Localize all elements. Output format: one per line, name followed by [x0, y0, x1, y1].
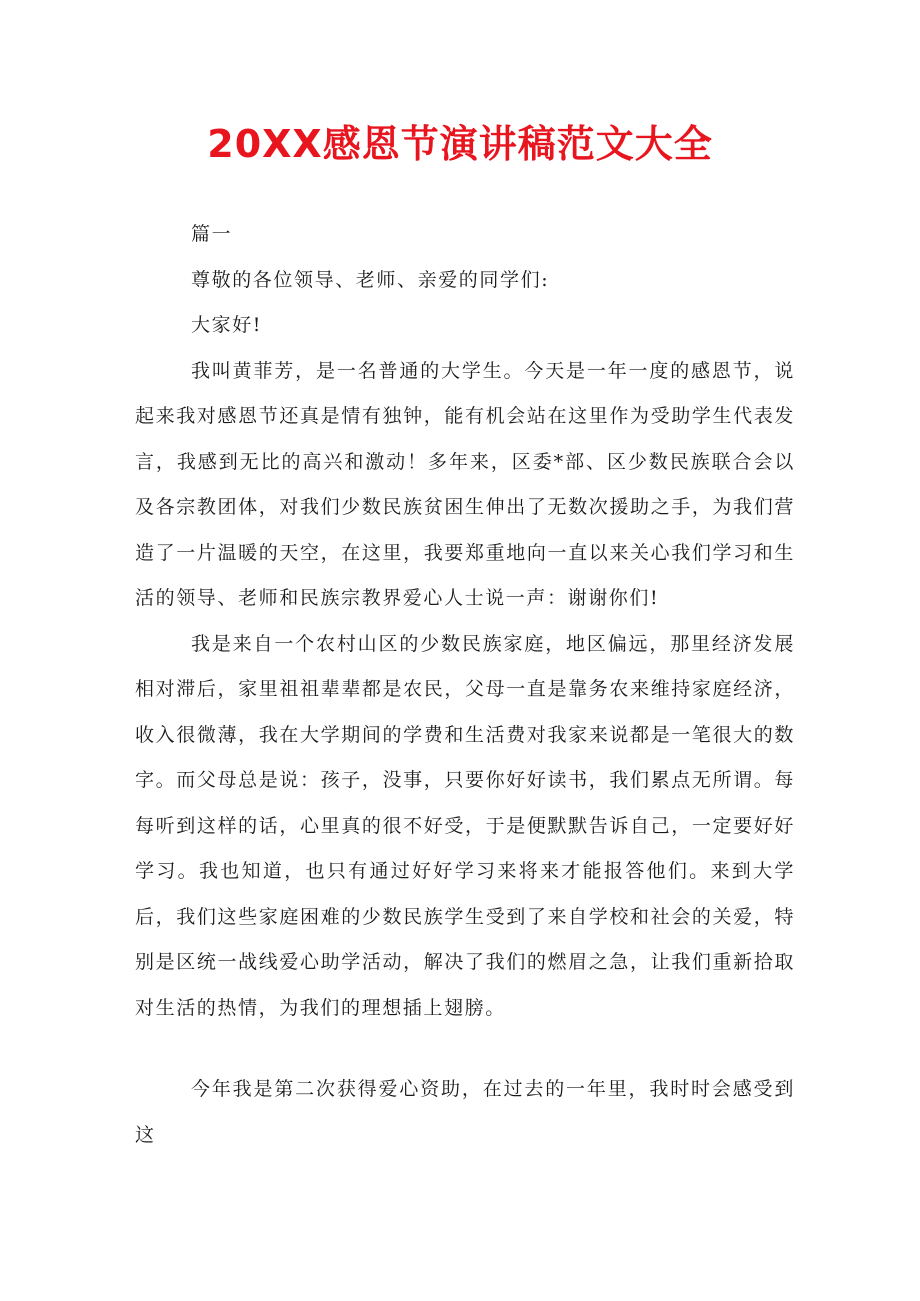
document-title: 20XX感恩节演讲稿范文大全: [207, 122, 713, 166]
section-label: 篇一: [191, 223, 233, 245]
salutation: 尊敬的各位领导、老师、亲爱的同学们:: [191, 268, 550, 291]
paragraph-2: 我是来自一个农村山区的少数民族家庭，地区偏远，那里经济发展相对滞后，家里祖祖辈辈都是农民，父母一直是靠务农来维持家庭经济，收入很微薄，我在大学期间的学费和生活费对我家来说都是一笔很大的数字。而父母总是说：孩子，没事，只要你好好读书，我们累点无所谓。每每听到这样的话，心里真的很不好受，于是便默默告诉自己，一定要好好学习。我也知道，也只有通过好好学习来将来才能报答他们。来到大学后，我们这些家庭困难的少数民族学生受到了来自学校和社会的关爱，特别是区统一战线爱心助学活动，解决了我们的燃眉之急，让我们重新拾取对生活的热情，为我们的理想插上翅膀。: [135, 632, 795, 1019]
paragraph-3: 今年我是第二次获得爱心资助，在过去的一年里，我时时会感受到这: [135, 1078, 795, 1146]
document-body: [135, 212, 795, 1158]
paragraph-1: 我叫黄菲芳，是一名普通的大学生。今天是一年一度的感恩节，说起来我对感恩节还真是情有独钟，能有机会站在这里作为受助学生代表发言，我感到无比的高兴和激动！多年来，区委*部、区少数民族联合会以及各宗教团体，对我们少数民族贫困生伸出了无数次援助之手，为我们营造了一片温暖的天空，在这里，我要郑重地向一直以来关心我们学习和生活的领导、老师和民族宗教界爱心人士说一声：谢谢你们!: [135, 359, 795, 609]
greeting: 大家好!: [191, 314, 263, 336]
